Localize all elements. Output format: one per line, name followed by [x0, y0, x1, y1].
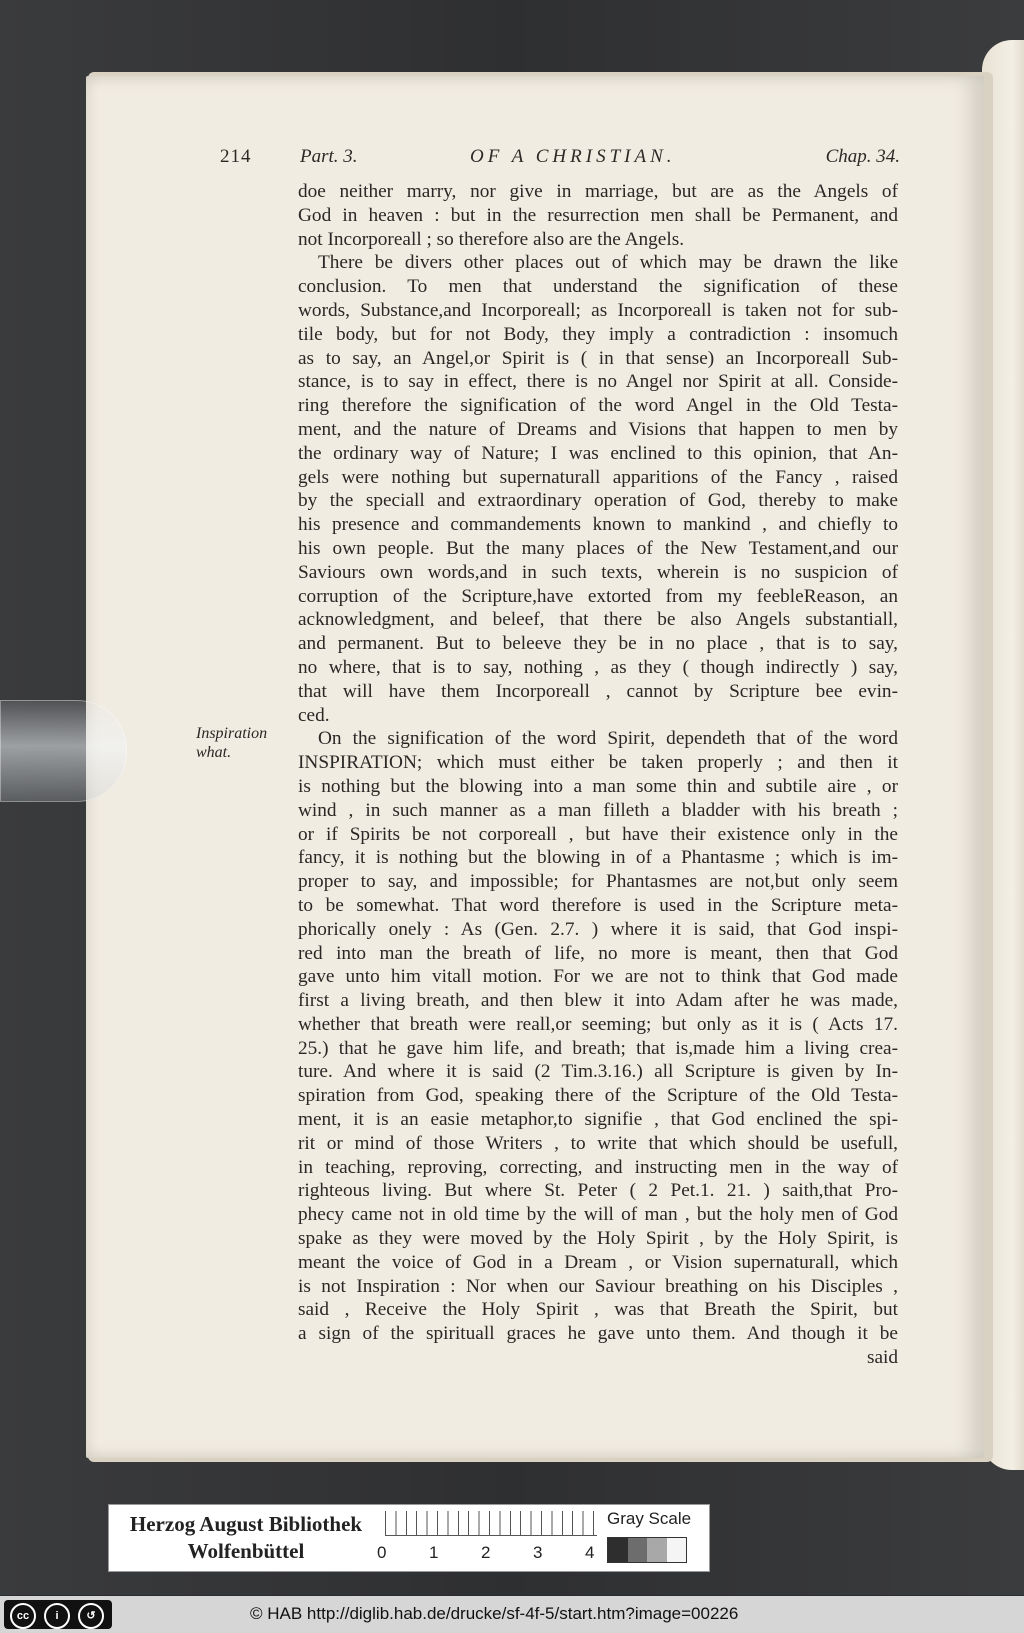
text-line: red into man the breath of life, no more is meant, then that God [298, 942, 898, 964]
text-line: in teaching, reproving, correcting, and instructing men in the way of [298, 1156, 898, 1178]
library-name-line: Wolfenbüttel [187, 1539, 305, 1563]
text-line: phorically onely : As (Gen. 2.7. ) where it is said, that God inspi- [298, 918, 898, 940]
text-line: corruption of the Scripture,have extorted from my feebleReason, an [298, 585, 898, 607]
text-line: that will have them Incorporeall , cannot by Scripture bee evin- [298, 680, 898, 702]
text-line: On the signification of the word Spirit, dependeth that of the word [318, 728, 898, 750]
text-line: and permanent. But to beleeve they be in no place , that is to say, [298, 633, 898, 655]
text-line: the ordinary way of Nature; I was enclined to this opinion, that An- [298, 442, 898, 464]
ruler-number: 4 [585, 1543, 595, 1562]
text-line: tile body, but for not Body, they imply a contradiction : insomuch [298, 323, 898, 345]
text-line: meant the voice of God in a Dream , or Vision supernaturall, which [298, 1251, 898, 1273]
sa-icon: ↺ [78, 1603, 104, 1629]
gray-swatch [608, 1538, 628, 1562]
text-line: a sign of the spirituall graces he gave unto them. And though it be [298, 1323, 898, 1345]
cc-icon: cc [10, 1603, 36, 1629]
text-line: righteous living. But where St. Peter ( 2 Pet.1. 21. ) saith,that Pro- [298, 1180, 898, 1202]
text-line: doe neither marry, nor give in marriage, but are as the Angels of [298, 181, 898, 202]
text-line: wind , in such manner as a man filleth a bladder with his breath ; [298, 799, 898, 821]
text-line: conclusion. To men that understand the signification of these [298, 276, 898, 298]
text-line: ment, and the nature of Dreams and Visions that happen to men by [298, 418, 898, 440]
text-line: his own people. But the many places of the New Testament,and our [298, 537, 898, 559]
margin-note-line: what. [196, 744, 232, 761]
footer-bar [0, 1596, 1024, 1633]
text-line: There be divers other places out of which may be drawn the like [318, 252, 898, 274]
margin-note-line: Inspiration [196, 725, 268, 742]
ruler-number: 2 [481, 1543, 491, 1562]
gray-swatch [667, 1538, 687, 1562]
text-line: ring therefore the signification of the word Angel in the Old Testa- [298, 395, 898, 417]
gray-scale-swatches [607, 1537, 687, 1563]
running-title: OF A CHRISTIAN. [470, 146, 676, 167]
text-line: gave unto him vitall motion. For we are not to think that God made [298, 966, 898, 988]
text-line: by the speciall and extraordinary operation of God, thereby to make [298, 490, 898, 512]
margin-note [196, 724, 286, 762]
text-line: first a living breath, and then blew it into Adam after he was made, [298, 990, 898, 1012]
library-color-card [108, 1504, 710, 1572]
ruler-number: 3 [533, 1543, 543, 1562]
cc-license-badge[interactable] [4, 1600, 112, 1629]
page-number: 214 [220, 146, 252, 167]
text-line: 25.) that he gave him life, and breath; that is,made him a living crea- [298, 1037, 898, 1059]
body-text [298, 180, 898, 1370]
text-line: his presence and commandements known to mankind , and chiefly to [298, 514, 898, 536]
text-line: whether that breath were reall,or seeming; but only as it is ( Acts 17. [298, 1013, 898, 1035]
text-line: gels were nothing but supernaturall apparitions of the Fancy , raised [298, 466, 898, 488]
text-line: Saviours own words,and in such texts, wherein is no suspicion of [298, 561, 898, 583]
text-line: said , Receive the Holy Spirit , was that Breath the Spirit, but [298, 1299, 898, 1321]
gray-swatch [647, 1538, 667, 1562]
text-line: no where, that is to say, nothing , as they ( though indirectly ) say, [298, 656, 898, 678]
text-line: spiration from God, speaking there of the Scripture of the Old Testa- [298, 1085, 898, 1107]
ruler-number: 0 [377, 1543, 387, 1562]
text-line: or if Spirits be not corporeall , but have their existence only in the [298, 823, 898, 845]
library-name-line: Herzog August Bibliothek [129, 1512, 363, 1536]
text-line: acknowledgment, and beleef, that there be also Angels substantiall, [298, 609, 898, 631]
part-label: Part. 3. [300, 146, 358, 167]
text-line: to be somewhat. That word therefore is used in the Scripture meta- [298, 894, 898, 916]
text-line: ment, it is an easie metaphor,to signifie , that God enclined the spi- [298, 1109, 898, 1131]
text-line: is not Inspiration : Nor when our Saviour breathing on his Disciples , [298, 1275, 898, 1297]
page-holder-clamp [0, 700, 127, 802]
text-line: said [866, 1347, 898, 1369]
text-line: ture. And where it is said (2 Tim.3.16.) all Scripture is given by In- [298, 1061, 898, 1083]
text-line: rit or mind of those Writers , to write that which should be usefull, [298, 1132, 898, 1154]
text-line: as to say, an Angel,or Spirit is ( in that sense) an Incorporeall Sub- [298, 347, 898, 369]
library-name [121, 1511, 371, 1565]
measurement-ruler [385, 1511, 597, 1536]
text-line: fancy, it is nothing but the blowing in of a Phantasme ; which is im- [298, 847, 898, 869]
text-line: words, Substance,and Incorporeall; as Incorporeall is taken not for sub- [298, 299, 898, 321]
running-header [220, 146, 900, 176]
text-line: INSPIRATION; which must either be taken properly ; and then it [298, 752, 898, 774]
source-url[interactable]: © HAB http://diglib.hab.de/drucke/sf-4f-5/start.htm?image=00226 [250, 1604, 739, 1623]
chapter-label: Chap. 34. [825, 146, 900, 167]
text-line: stance, is to say in effect, there is no Angel nor Spirit at all. Conside- [298, 371, 898, 393]
gray-scale-title: Gray Scale [607, 1509, 692, 1528]
gray-swatch [628, 1538, 648, 1562]
text-line: not Incorporeall ; so therefore also are the Angels. [298, 228, 685, 250]
text-line: is nothing but the blowing into a man some thin and subtile aire , or [298, 775, 898, 797]
text-line: ced. [298, 704, 330, 726]
by-icon: i [44, 1603, 70, 1629]
text-line: God in heaven : but in the resurrection men shall be Permanent, and [298, 204, 898, 226]
ruler-number: 1 [429, 1543, 439, 1562]
text-line: spake as they were moved by the Holy Spirit , by the Holy Spirit, is [298, 1228, 898, 1250]
text-line: phecy came not in old time by the will of man , but the holy men of God [298, 1204, 898, 1226]
text-line: proper to say, and impossible; for Phantasmes are not,but only seem [298, 871, 898, 893]
